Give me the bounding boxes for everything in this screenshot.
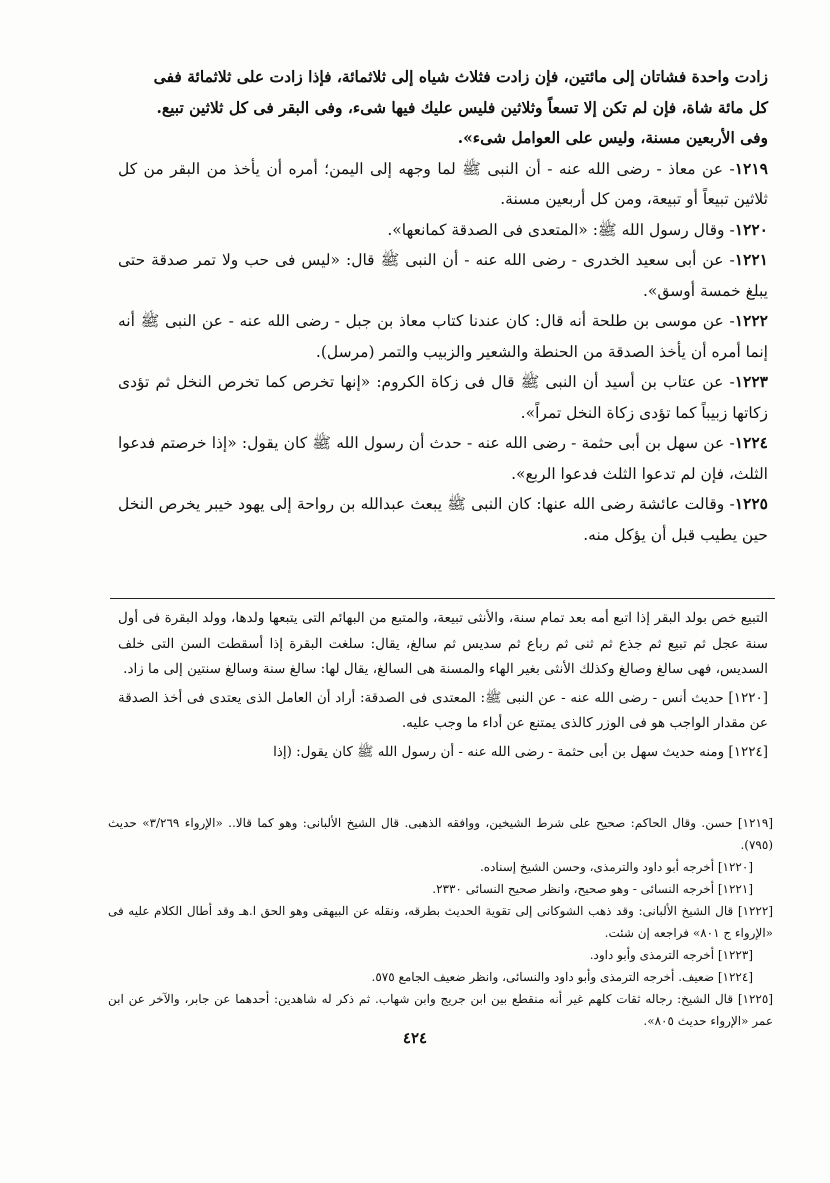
hadith-number: ١٢٢٣ [734, 372, 768, 391]
hadith-1220 [118, 215, 768, 246]
hadith-1223 [118, 367, 768, 428]
text-line: زادت واحدة فشاتان إلى مائتين، فإن زادت فثلاث شياه إلى ثلاثمائة، فإذا زادت على ثلاثمائة ففى [153, 67, 768, 86]
main-text [118, 62, 768, 550]
commentary-notes [118, 606, 768, 765]
ref-1225: [١٢٢٥] قال الشيخ: رجاله ثقات كلهم غير أنه منقطع بين ابن جريج وابن شهاب. ثم ذكر له شاهدين: أحدهما عن جابر، والآخر عن ابن عمر «الإرواء حديث ٨٠٥». [108, 992, 773, 1028]
footnote-divider [110, 598, 775, 599]
hadith-text: - وقال رسول الله ﷺ: «المتعدى فى الصدقة كمانعها». [387, 220, 735, 239]
hadith-number: ١٢٢٥ [734, 494, 768, 513]
hadith-number: ١٢٢٢ [734, 311, 768, 330]
note-1224: [١٢٢٤] ومنه حديث سهل بن أبى حثمة - رضى الله عنه - أن رسول الله ﷺ كان يقول: (إذا [273, 743, 768, 760]
hadith-number: ١٢٢٤ [734, 433, 768, 452]
text-line: وفى الأربعين مسنة، وليس على العوامل شىء». [457, 128, 768, 147]
ref-1220: [١٢٢٠] أخرجه أبو داود والترمذى، وحسن الشيخ إسناده. [479, 860, 753, 874]
hadith-number: ١٢٢٠ [734, 219, 768, 239]
ref-1219: [١٢١٩] حسن. وقال الحاكم: صحيح على شرط الشيخين، ووافقه الذهبى. قال الشيخ الألبانى: وهو كما قالا.. «الإرواء ٣/٢٦٩» حديث (٧٩٥). [108, 816, 774, 852]
hadith-1225 [118, 489, 768, 550]
hadith-1222 [118, 306, 768, 367]
ref-1223: [١٢٢٣] أخرجه الترمذى وأبو داود. [589, 948, 753, 962]
ref-1224: [١٢٢٤] ضعيف. أخرجه الترمذى وأبو داود والنسائى، وانظر ضعيف الجامع ٥٧٥. [371, 970, 753, 984]
hadith-text: - وقالت عائشة رضى الله عنها: كان النبى ﷺ يبعث عبدالله بن رواحة إلى يهود خيبر يخرص النخل حين يطيب قبل أن يؤكل منه. [118, 495, 768, 544]
hadith-text: - عن أبى سعيد الخدرى - رضى الله عنه - أن النبى ﷺ قال: «ليس فى حب ولا تمر صدقة حتى يبلغ خمسة أوسق». [118, 251, 768, 300]
hadith-number: ١٢١٩ [734, 158, 768, 178]
ref-1222: [١٢٢٢] قال الشيخ الألبانى: وقد ذهب الشوكانى إلى تقوية الحديث بطرقه، ونقله عن البيهقى وهو الحق ا.هـ وقد أطال الكلام عليه فى «الإرواء ج ٨٠١» فراجعه إن شئت. [108, 904, 773, 940]
takhrij-references [108, 812, 773, 1032]
text-line: كل مائة شاة، فإن لم تكن إلا تسعاً وثلاثين فليس عليك فيها شىء، وفى البقر فى كل ثلاثين تبيع. [156, 97, 768, 117]
note-tabi: التبيع خص بولد البقر إذا اتبع أمه بعد تمام سنة، والأنثى تبيعة، والمتبع من البهائم التى يتبعها ولدها، وولد البقرة فى أول سنة عجل ثم تبيع ثم جذع ثم ثنى ثم رباع ثم سديس ثم سالغ، يقال: سلغت البقرة إذا أسقطت السن التى خلف السديس، فهى سالغ وصالغ وكذلك الأنثى بغير الهاء والمسنة هى السالغ، يقال لها: سالغ سنة وسالغ سنتين إلى ما زاد. [118, 610, 768, 677]
hadith-text: - عن معاذ - رضى الله عنه - أن النبى ﷺ لما وجهه إلى اليمن؛ أمره أن يأخذ من البقر من كل ثلاثين تبيعاً أو تبيعة، ومن كل أربعين مسنة. [118, 159, 768, 208]
ref-1221: [١٢٢١] أخرجه النسائى - وهو صحيح، وانظر صحيح النسائى ٢٣٣٠. [432, 882, 753, 896]
hadith-1219 [118, 154, 768, 215]
note-1220: [١٢٢٠] حديث أنس - رضى الله عنه - عن النبى ﷺ: المعتدى فى الصدقة: أراد أن العامل الذى يعتدى فى أخذ الصدقة عن مقدار الواجب هو فى الوزر كالذى يمتنع عن أداء ما وجب عليه. [118, 689, 768, 731]
hadith-text: - عن موسى بن طلحة أنه قال: كان عندنا كتاب معاذ بن جبل - رضى الله عنه - عن النبى ﷺ أنه إنما أمره أن يأخذ الصدقة من الحنطة والشعير والزبيب والتمر (مرسل). [118, 312, 768, 361]
hadith-1224 [118, 428, 768, 489]
hadith-text: - عن سهل بن أبى حثمة - رضى الله عنه - حدث أن رسول الله ﷺ كان يقول: «إذا خرصتم فدعوا الثلث، فإن لم تدعوا الثلث فدعوا الربع». [118, 434, 768, 483]
page-number: ٤٢٤ [402, 1029, 428, 1047]
hadith-1221 [118, 245, 768, 306]
hadith-text: - عن عتاب بن أسيد أن النبى ﷺ قال فى زكاة الكروم: «إنها تخرص كما تخرص النخل ثم تؤدى زكاتها زبيباً كما تؤدى زكاة النخل تمراً». [118, 373, 768, 422]
hadith-number: ١٢٢١ [734, 250, 768, 269]
